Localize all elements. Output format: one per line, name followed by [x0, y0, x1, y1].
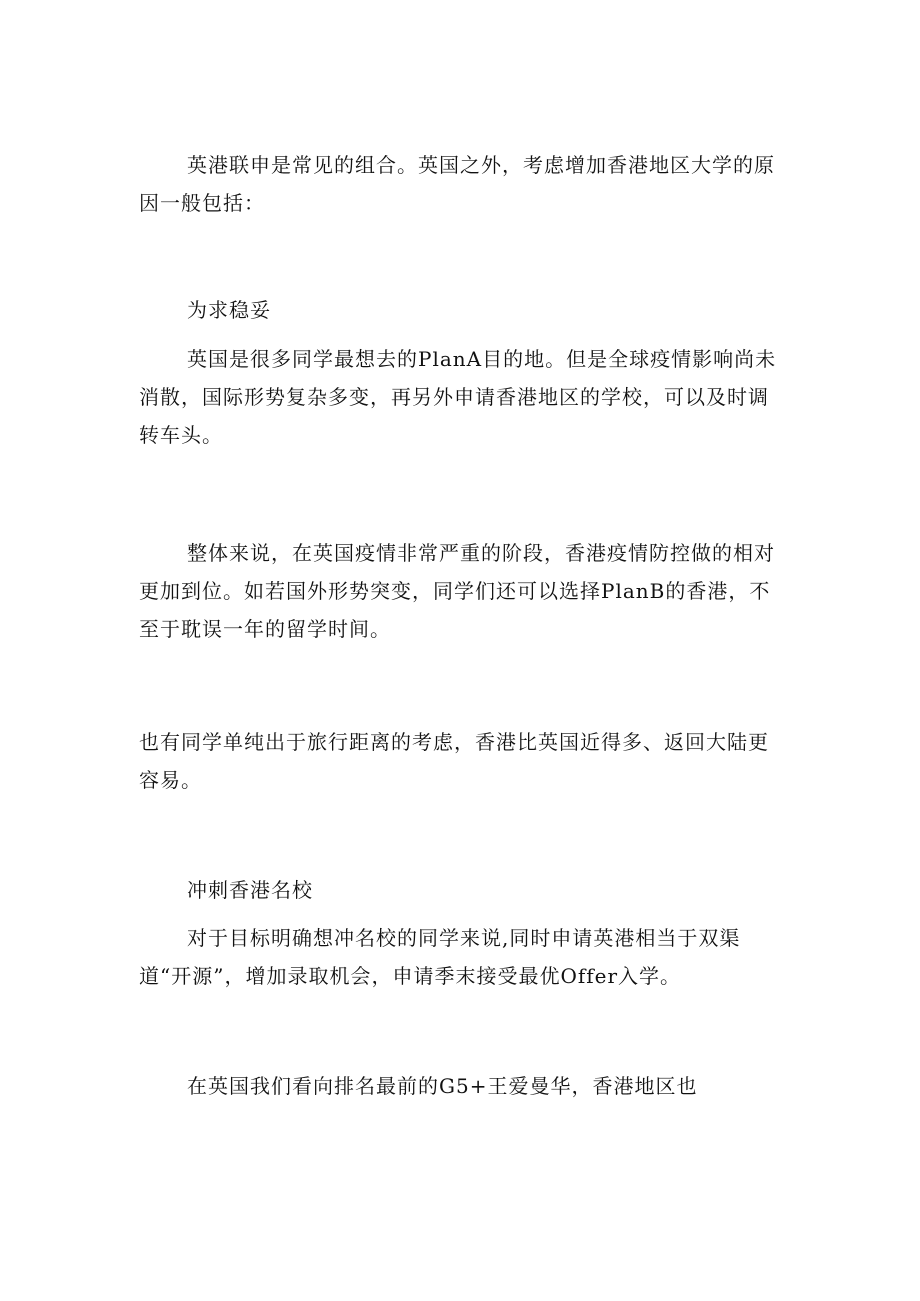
paragraph-dual-channel: 对于目标明确想冲名校的同学来说,同时申请英港相当于双渠道“开源”，增加录取机会，申请季末接受最优Offer入学。 — [139, 926, 741, 988]
paragraph-distance: 也有同学单纯出于旅行距离的考虑，香港比英国近得多、返回大陆更容易。 — [139, 730, 769, 792]
paragraph-intro: 英港联申是常见的组合。英国之外，考虑增加香港地区大学的原因一般包括： — [139, 153, 775, 215]
paragraph-plan-b: 整体来说，在英国疫情非常严重的阶段，香港疫情防控做的相对更加到位。如若国外形势突变，同学们还可以选择PlanB的香港，不至于耽误一年的留学时间。 — [139, 541, 775, 641]
section-heading-top-schools: 冲刺香港名校 — [187, 878, 313, 902]
section-heading-stability: 为求稳妥 — [187, 298, 271, 322]
paragraph-plan-a: 英国是很多同学最想去的PlanA目的地。但是全球疫情影响尚未消散，国际形势复杂多变，再另外申请香港地区的学校，可以及时调转车头。 — [139, 347, 777, 447]
paragraph-g5: 在英国我们看向排名最前的G5+王爱曼华，香港地区也 — [187, 1074, 698, 1098]
